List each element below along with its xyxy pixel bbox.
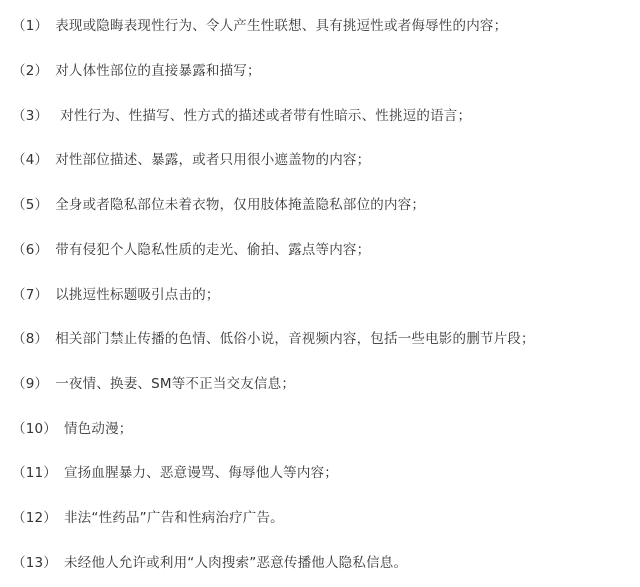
list-item xyxy=(12,506,634,530)
item-text: 情色动漫； xyxy=(63,421,133,437)
list-item xyxy=(12,327,634,351)
item-number: （1） xyxy=(12,18,49,34)
item-text: 非法“性药品”广告和性病治疗广告。 xyxy=(63,510,284,526)
list-item xyxy=(12,372,634,396)
item-text: 以挑逗性标题吸引点击的； xyxy=(55,287,220,303)
list-item xyxy=(12,283,634,307)
list-item xyxy=(12,461,634,485)
item-text: 全身或者隐私部位未着衣物，仅用肢体掩盖隐私部位的内容； xyxy=(55,197,426,213)
item-number: （10） xyxy=(12,421,57,437)
item-text: 相关部门禁止传播的色情、低俗小说，音视频内容，包括一些电影的删节片段； xyxy=(55,331,535,347)
list-item xyxy=(12,14,634,38)
list-item xyxy=(12,551,634,575)
item-number: （13） xyxy=(12,555,57,571)
item-number: （7） xyxy=(12,287,49,303)
list-item xyxy=(12,148,634,172)
item-number: （5） xyxy=(12,197,49,213)
list-item xyxy=(12,417,634,441)
item-text: 对性部位描述、暴露，或者只用很小遮盖物的内容； xyxy=(55,152,371,168)
item-text: 对人体性部位的直接暴露和描写； xyxy=(55,63,261,79)
item-text: 一夜情、换妻、SM等不正当交友信息； xyxy=(55,376,296,392)
list-item xyxy=(12,193,634,217)
list-item xyxy=(12,238,634,262)
item-text: 未经他人允许或利用“人肉搜索”恶意传播他人隐私信息。 xyxy=(63,555,408,571)
item-number: （11） xyxy=(12,465,57,481)
item-number: （12） xyxy=(12,510,57,526)
item-text: 对性行为、性描写、性方式的描述或者带有性暗示、性挑逗的语言； xyxy=(60,108,472,124)
item-text: 宣扬血腥暴力、恶意谩骂、侮辱他人等内容； xyxy=(63,465,338,481)
item-number: （2） xyxy=(12,63,49,79)
item-number: （9） xyxy=(12,376,49,392)
item-text: 表现或隐晦表现性行为、令人产生性联想、具有挑逗性或者侮辱性的内容； xyxy=(55,18,508,34)
list-item xyxy=(12,104,634,128)
item-number: （4） xyxy=(12,152,49,168)
list-item xyxy=(12,59,634,83)
item-text: 带有侵犯个人隐私性质的走光、偷拍、露点等内容； xyxy=(55,242,371,258)
item-number: （8） xyxy=(12,331,49,347)
item-number: （6） xyxy=(12,242,49,258)
item-number: （3） xyxy=(12,108,49,124)
